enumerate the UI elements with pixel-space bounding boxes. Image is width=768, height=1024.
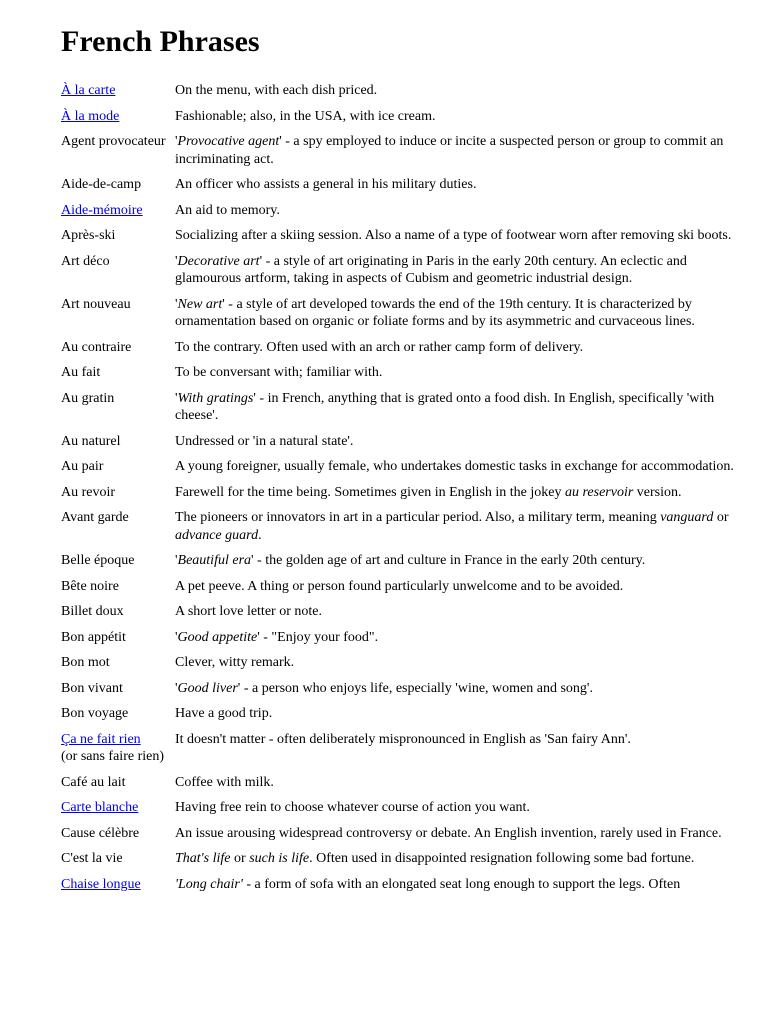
phrase-row bbox=[61, 108, 741, 134]
definition-text: Undressed or 'in a natural state'. bbox=[175, 433, 354, 449]
phrase-row bbox=[61, 364, 741, 390]
definition-text: The pioneers or innovators in art in a particular period. Also, a military term, meaning bbox=[175, 510, 661, 525]
definition-text: or bbox=[230, 851, 250, 866]
phrase-term: Au fait bbox=[61, 365, 101, 380]
phrase-term-cell bbox=[61, 364, 175, 390]
phrase-definition bbox=[175, 433, 741, 459]
definition-text: ' - a style of art developed towards the end of the 19th century. It is characterized by ornamentation based on organic or foliate forms and by its asymmetric and curvaceous lines. bbox=[175, 296, 695, 329]
phrase-term-note: (or sans faire rien) bbox=[61, 749, 165, 764]
page-title: French Phrases bbox=[61, 25, 260, 58]
phrase-definition bbox=[175, 133, 741, 176]
phrase-definition bbox=[175, 82, 741, 108]
definition-text: Fashionable; also, in the USA, with ice cream. bbox=[175, 108, 436, 124]
phrase-definition bbox=[175, 552, 741, 578]
phrase-term-cell bbox=[61, 484, 175, 510]
phrase-term: Après-ski bbox=[61, 228, 116, 243]
definition-text: Socializing after a skiing session. Also a name of a type of footwear worn after removing ski boots. bbox=[175, 228, 732, 243]
phrase-row bbox=[61, 390, 741, 433]
definition-text: A young foreigner, usually female, who undertakes domestic tasks in exchange for accommodation. bbox=[175, 459, 734, 474]
phrase-row bbox=[61, 774, 741, 800]
definition-text: . bbox=[258, 527, 262, 543]
phrase-definition bbox=[175, 680, 741, 706]
phrase-term: Bon vivant bbox=[61, 680, 123, 696]
definition-text: or bbox=[713, 510, 729, 525]
phrase-term: Belle époque bbox=[61, 553, 135, 568]
phrase-row bbox=[61, 484, 741, 510]
phrase-definition bbox=[175, 339, 741, 365]
phrase-term-cell bbox=[61, 202, 175, 228]
definition-text: Farewell for the time being. Sometimes given in English in the jokey bbox=[175, 484, 565, 500]
definition-text: ' bbox=[175, 680, 178, 696]
phrase-definition bbox=[175, 603, 741, 629]
definition-text: Coffee with milk. bbox=[175, 774, 274, 790]
phrase-term-cell bbox=[61, 227, 175, 253]
phrase-term-cell bbox=[61, 176, 175, 202]
definition-emphasis: vanguard bbox=[660, 510, 714, 525]
definition-emphasis: such is life bbox=[249, 851, 310, 866]
definition-text: To the contrary. Often used with an arch or rather camp form of delivery. bbox=[175, 339, 584, 355]
phrase-term: Bon mot bbox=[61, 655, 110, 670]
definition-text: On the menu, with each dish priced. bbox=[175, 83, 378, 98]
phrase-definition bbox=[175, 629, 741, 655]
phrase-term-cell bbox=[61, 108, 175, 134]
phrase-row bbox=[61, 825, 741, 851]
definition-text: ' bbox=[175, 553, 178, 568]
definition-emphasis: advance guard bbox=[175, 527, 259, 543]
definition-text: ' bbox=[175, 134, 178, 149]
phrase-term-link[interactable]: À la mode bbox=[61, 108, 120, 124]
phrase-definition bbox=[175, 654, 741, 680]
definition-text: version. bbox=[633, 484, 682, 500]
definition-text: ' - "Enjoy your food". bbox=[257, 629, 379, 645]
definition-emphasis: 'Long chair' bbox=[175, 876, 243, 892]
phrase-row bbox=[61, 458, 741, 484]
phrase-definition bbox=[175, 876, 741, 902]
phrase-term-cell bbox=[61, 390, 175, 433]
definition-text: ' bbox=[175, 296, 178, 312]
definition-text: ' bbox=[175, 629, 178, 645]
phrase-term: Au contraire bbox=[61, 339, 132, 355]
phrase-definition bbox=[175, 731, 741, 774]
definition-text: ' bbox=[175, 253, 178, 269]
phrase-definition bbox=[175, 390, 741, 433]
phrase-term-cell bbox=[61, 253, 175, 296]
definition-emphasis: Good appetite bbox=[177, 629, 258, 645]
phrase-row bbox=[61, 876, 741, 902]
definition-text: An aid to memory. bbox=[175, 202, 280, 218]
definition-emphasis: Beautiful era bbox=[177, 553, 252, 568]
phrase-definition bbox=[175, 509, 741, 552]
phrase-term-cell bbox=[61, 578, 175, 604]
phrase-term-cell bbox=[61, 850, 175, 876]
definition-text: . Often used in disappointed resignation following some bad fortune. bbox=[309, 851, 695, 866]
definition-text: Clever, witty remark. bbox=[175, 655, 295, 670]
phrase-definition bbox=[175, 202, 741, 228]
definition-emphasis: Decorative art bbox=[177, 253, 260, 269]
definition-text: It doesn't matter - often deliberately mispronounced in English as 'San fairy Ann'. bbox=[175, 731, 631, 747]
phrase-term-cell bbox=[61, 731, 175, 774]
phrase-term-cell bbox=[61, 82, 175, 108]
phrase-term: Agent provocateur bbox=[61, 134, 166, 149]
phrase-definition bbox=[175, 799, 741, 825]
definition-text: ' - in French, anything that is grated onto a food dish. In English, specifically 'with cheese'. bbox=[175, 390, 715, 423]
phrase-term: Bête noire bbox=[61, 578, 119, 594]
phrase-term: C'est la vie bbox=[61, 851, 123, 866]
phrase-term-link[interactable]: Ça ne fait rien bbox=[61, 731, 141, 747]
phrase-term-cell bbox=[61, 552, 175, 578]
phrase-term-cell bbox=[61, 705, 175, 731]
phrase-term: Au pair bbox=[61, 459, 104, 474]
definition-text: ' - the golden age of art and culture in France in the early 20th century. bbox=[251, 553, 646, 568]
definition-text: - a form of sofa with an elongated seat long enough to support the legs. Often bbox=[242, 876, 681, 892]
definition-text: ' - a style of art originating in Paris in the early 20th century. An eclectic and glamourous artform, taking in aspects of Cubism and geometric industrial design. bbox=[175, 253, 687, 286]
phrase-term: Bon voyage bbox=[61, 706, 129, 721]
phrase-term: Café au lait bbox=[61, 774, 126, 790]
phrase-term: Au revoir bbox=[61, 484, 116, 500]
phrase-row bbox=[61, 680, 741, 706]
phrase-term: Au gratin bbox=[61, 390, 115, 406]
phrase-row bbox=[61, 82, 741, 108]
phrase-definition bbox=[175, 458, 741, 484]
phrase-term-cell bbox=[61, 296, 175, 339]
phrase-row bbox=[61, 603, 741, 629]
phrase-row bbox=[61, 296, 741, 339]
phrase-definition bbox=[175, 296, 741, 339]
phrase-term-cell bbox=[61, 629, 175, 655]
phrase-row bbox=[61, 629, 741, 655]
phrase-definition bbox=[175, 253, 741, 296]
definition-text: To be conversant with; familiar with. bbox=[175, 365, 383, 380]
phrase-term: Cause célèbre bbox=[61, 825, 140, 841]
phrase-row bbox=[61, 339, 741, 365]
phrase-term: Billet doux bbox=[61, 604, 124, 619]
phrase-definition bbox=[175, 108, 741, 134]
phrase-term: Avant garde bbox=[61, 510, 129, 525]
phrase-term: Au naturel bbox=[61, 433, 121, 449]
phrase-row bbox=[61, 253, 741, 296]
phrase-row bbox=[61, 176, 741, 202]
phrase-term-cell bbox=[61, 654, 175, 680]
phrase-definition bbox=[175, 176, 741, 202]
definition-text: An officer who assists a general in his military duties. bbox=[175, 177, 477, 192]
definition-text: ' - a spy employed to induce or incite a suspected person or group to commit an incriminating act. bbox=[175, 134, 724, 167]
phrase-list bbox=[61, 82, 741, 901]
phrase-definition bbox=[175, 227, 741, 253]
phrase-term: Bon appétit bbox=[61, 629, 126, 645]
definition-emphasis: Provocative agent bbox=[177, 134, 280, 149]
definition-emphasis: That's life bbox=[175, 851, 231, 866]
phrase-table bbox=[61, 82, 741, 901]
definition-text: Having free rein to choose whatever course of action you want. bbox=[175, 800, 530, 815]
phrase-term-link[interactable]: Aide-mémoire bbox=[61, 202, 143, 218]
definition-text: An issue arousing widespread controversy or debate. An English invention, rarely used in France. bbox=[175, 825, 722, 841]
phrase-row bbox=[61, 705, 741, 731]
phrase-term-cell bbox=[61, 680, 175, 706]
phrase-definition bbox=[175, 364, 741, 390]
definition-emphasis: New art bbox=[177, 296, 223, 312]
phrase-row bbox=[61, 552, 741, 578]
phrase-row bbox=[61, 509, 741, 552]
definition-emphasis: Good liver bbox=[177, 680, 238, 696]
definition-text: A pet peeve. A thing or person found particularly unwelcome and to be avoided. bbox=[175, 578, 624, 594]
definition-text: ' bbox=[175, 390, 178, 406]
phrase-term-cell bbox=[61, 825, 175, 851]
phrase-term: Art déco bbox=[61, 253, 110, 269]
phrase-term-cell bbox=[61, 458, 175, 484]
phrase-term-cell bbox=[61, 509, 175, 552]
phrase-row bbox=[61, 227, 741, 253]
phrase-term-cell bbox=[61, 603, 175, 629]
definition-text: A short love letter or note. bbox=[175, 604, 322, 619]
phrase-term-link[interactable]: Chaise longue bbox=[61, 876, 141, 892]
phrase-term-cell bbox=[61, 799, 175, 825]
phrase-term: Aide-de-camp bbox=[61, 177, 142, 192]
definition-text: Have a good trip. bbox=[175, 706, 273, 721]
phrase-term-cell bbox=[61, 433, 175, 459]
phrase-row bbox=[61, 433, 741, 459]
phrase-row bbox=[61, 133, 741, 176]
definition-emphasis: With gratings bbox=[177, 390, 254, 406]
phrase-term-cell bbox=[61, 133, 175, 176]
phrase-definition bbox=[175, 774, 741, 800]
phrase-term-cell bbox=[61, 339, 175, 365]
phrase-term-link[interactable]: À la carte bbox=[61, 83, 116, 98]
phrase-term-cell bbox=[61, 774, 175, 800]
phrase-term-cell bbox=[61, 876, 175, 902]
phrase-row bbox=[61, 799, 741, 825]
phrase-term-link[interactable]: Carte blanche bbox=[61, 800, 139, 815]
phrase-definition bbox=[175, 705, 741, 731]
phrase-row bbox=[61, 654, 741, 680]
phrase-row bbox=[61, 578, 741, 604]
phrase-row bbox=[61, 850, 741, 876]
phrase-definition bbox=[175, 484, 741, 510]
definition-text: ' - a person who enjoys life, especially 'wine, women and song'. bbox=[237, 680, 593, 696]
phrase-definition bbox=[175, 850, 741, 876]
phrase-definition bbox=[175, 578, 741, 604]
definition-emphasis: au reservoir bbox=[564, 484, 634, 500]
phrase-term: Art nouveau bbox=[61, 296, 131, 312]
phrase-row bbox=[61, 202, 741, 228]
phrase-definition bbox=[175, 825, 741, 851]
phrase-row bbox=[61, 731, 741, 774]
